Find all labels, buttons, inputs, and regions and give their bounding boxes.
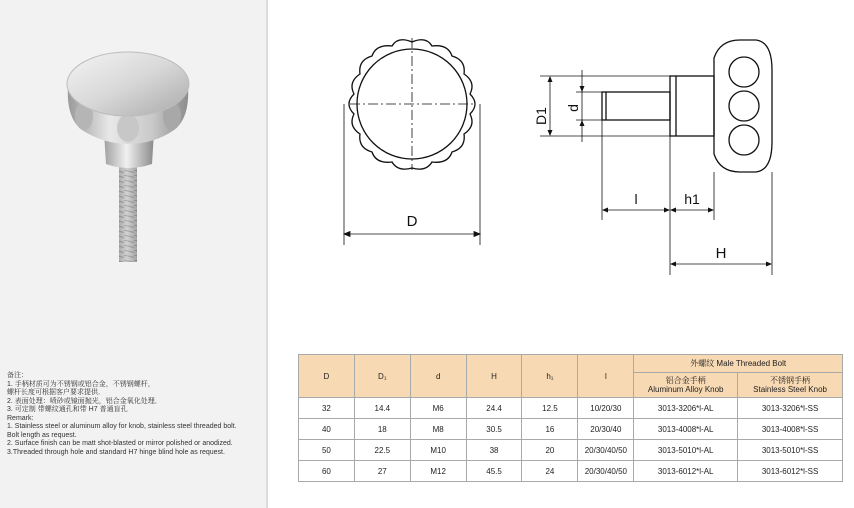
cell: 40: [299, 419, 355, 440]
cell: 50: [299, 440, 355, 461]
dimension-l-label: l: [634, 191, 638, 207]
header-stainless-en: Stainless Steel Knob: [753, 385, 827, 395]
cell: 12.5: [522, 398, 578, 419]
header-stainless-zh: 不锈钢手柄: [770, 376, 811, 386]
cell: 24: [522, 461, 578, 482]
remarks-notes: [7, 372, 263, 457]
remark-line: 1. Stainless steel or aluminum alloy for knob, stainless steel threaded bolt.: [7, 423, 237, 430]
remark-line: 3.Threaded through hole and standard H7 hinge blind hole as request.: [7, 448, 225, 456]
cell: 20: [522, 440, 578, 461]
cell: 22.5: [354, 440, 410, 461]
cell: 16: [522, 419, 578, 440]
side-view-drawing: [520, 30, 840, 280]
cell: 20/30/40/50: [578, 440, 634, 461]
header-D1: D₁: [354, 355, 410, 398]
cell: 14.4: [354, 398, 410, 419]
cell: 3013-4008*l-SS: [738, 419, 843, 440]
cell: M6: [410, 398, 466, 419]
dimension-h1-label: h1: [684, 191, 700, 207]
dimension-d-label: d: [565, 104, 581, 112]
knob-product-photo: [54, 40, 204, 270]
header-aluminum-knob: [634, 373, 738, 398]
spec-table: [298, 354, 843, 482]
header-aluminum-en: Aluminum Alloy Knob: [647, 385, 724, 395]
header-d: d: [410, 355, 466, 398]
note-line: 2. 表面处理：喷砂或镜面抛光，铝合金氧化处理．: [7, 397, 162, 405]
remark-line: Bolt length as request.: [7, 431, 77, 439]
header-h1: h₁: [522, 355, 578, 398]
note-line: 3. 可定制 带螺纹通孔和带 H7 普通盲孔: [7, 406, 128, 413]
notes-heading: 备注：: [7, 372, 28, 379]
header-stainless-knob: [738, 373, 843, 398]
cell: 27: [354, 461, 410, 482]
remark-line: 2. Surface finish can be matt shot-blasted or mirror polished or anodized.: [7, 440, 233, 447]
cell: 3013-6012*l-AL: [634, 461, 738, 482]
table-row: [299, 440, 843, 461]
cell: 18: [354, 419, 410, 440]
table-row: [299, 419, 843, 440]
front-view-drawing: [330, 30, 500, 255]
remark-heading: Remark:: [7, 414, 34, 422]
cell: 3013-4008*l-AL: [634, 419, 738, 440]
note-line: 螺杆长度可根据客户要求提供．: [7, 389, 105, 396]
cell: 3013-3206*l-SS: [738, 398, 843, 419]
cell: 38: [466, 440, 522, 461]
header-D: D: [299, 355, 355, 398]
header-aluminum-zh: 铝合金手柄: [665, 376, 706, 386]
cell: 20/30/40/50: [578, 461, 634, 482]
cell: 60: [299, 461, 355, 482]
header-H: H: [466, 355, 522, 398]
cell: 24.4: [466, 398, 522, 419]
header-male-threaded-bolt: 外螺纹 Male Threaded Bolt: [634, 355, 843, 373]
header-l: l: [578, 355, 634, 398]
table-row: [299, 398, 843, 419]
cell: M10: [410, 440, 466, 461]
cell: 30.5: [466, 419, 522, 440]
dimension-H-label: H: [715, 245, 727, 262]
cell: 32: [299, 398, 355, 419]
note-line: 1. 手柄材质可为不锈钢或铝合金，不锈钢螺杆，: [7, 380, 155, 388]
cell: 45.5: [466, 461, 522, 482]
cell: 3013-5010*l-SS: [738, 440, 843, 461]
dimension-D1-label: D1: [533, 107, 549, 125]
cell: 10/20/30: [578, 398, 634, 419]
dimension-D-label: D: [406, 213, 418, 230]
table-row: [299, 461, 843, 482]
cell: 3013-6012*l-SS: [738, 461, 843, 482]
cell: 3013-3206*l-AL: [634, 398, 738, 419]
cell: M8: [410, 419, 466, 440]
cell: 3013-5010*l-AL: [634, 440, 738, 461]
cell: M12: [410, 461, 466, 482]
panel-divider: [266, 0, 268, 508]
cell: 20/30/40: [578, 419, 634, 440]
